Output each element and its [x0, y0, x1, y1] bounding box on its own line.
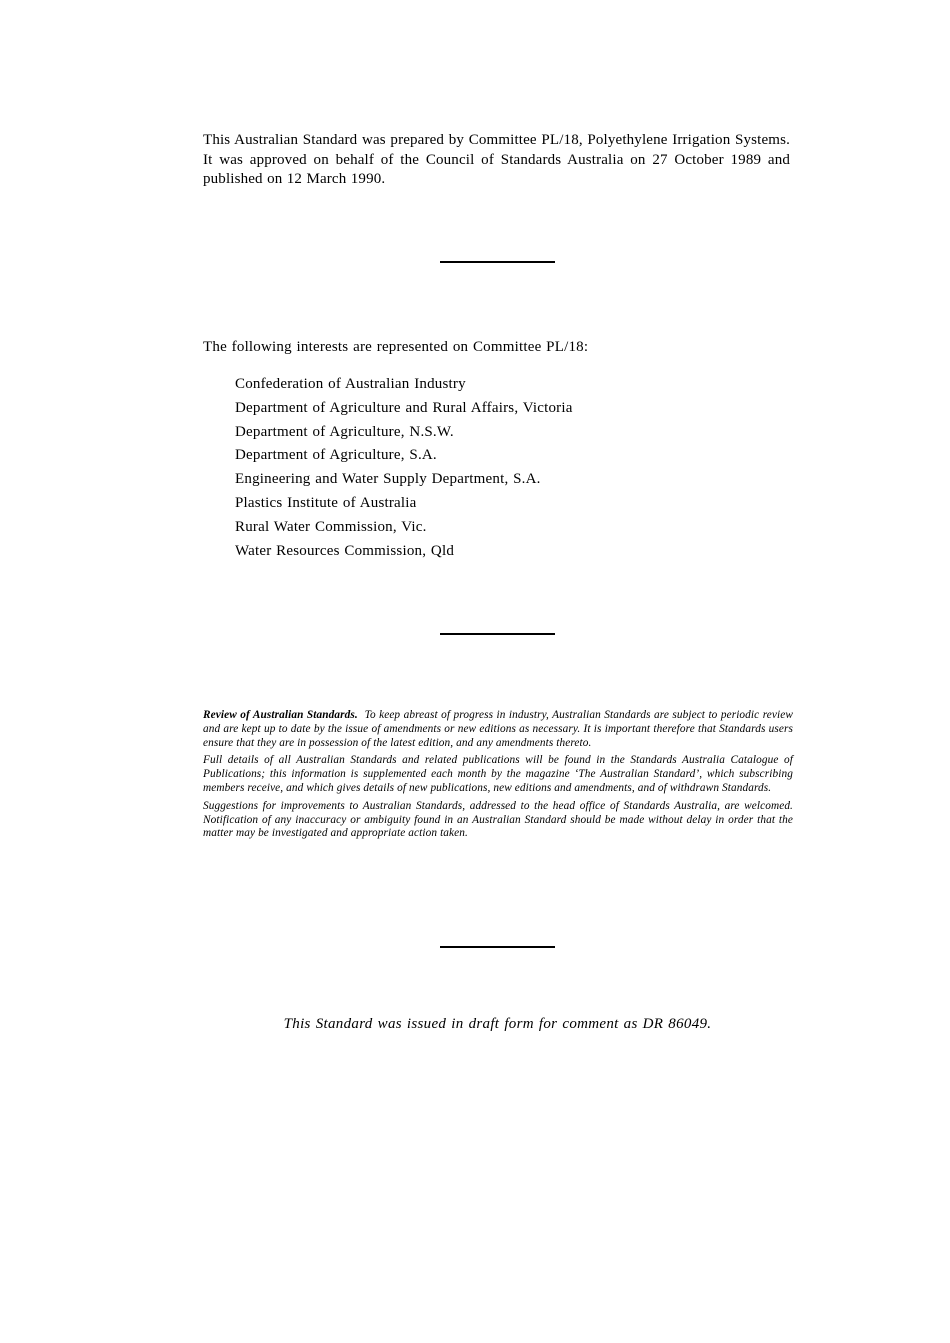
- review-notice: [203, 709, 793, 845]
- preparation-statement: This Australian Standard was prepared by Committee PL/18, Polyethylene Irrigation Systems. It was approved on behalf of the Council of Standards Australia on 27 October 1989 and published on 12 March 1990.: [203, 132, 790, 187]
- suggestions-paragraph: Suggestions for improvements to Australian Standards, addressed to the head office of Standards Australia, are welcomed. Notification of any inaccuracy or ambiguity found in an Australian Standard should be made without delay in order that the matter may be investigated and appropriate action taken.: [203, 799, 793, 840]
- review-title: Review of Australian Standards.: [203, 709, 358, 721]
- list-item: Engineering and Water Supply Department, S.A.: [235, 471, 541, 488]
- review-paragraph: [203, 709, 793, 750]
- list-item: Department of Agriculture, S.A.: [235, 447, 437, 464]
- list-item: Department of Agriculture and Rural Affairs, Victoria: [235, 399, 573, 416]
- list-item: Water Resources Commission, Qld: [235, 542, 455, 559]
- list-item: Confederation of Australian Industry: [235, 376, 466, 392]
- list-item: Rural Water Commission, Vic.: [235, 518, 427, 535]
- draft-note: This Standard was issued in draft form for comment as DR 86049.: [283, 1016, 712, 1032]
- catalogue-paragraph: Full details of all Australian Standards and related publications will be found in the Standards Australia Catalogue of Publications; this information is supplemented each month by the magazine ‘The Australian Standard’, which subscribing members receive, and which gives details of new publications, new editions and amendments, and of withdrawn Standards.: [203, 754, 793, 794]
- section-divider: [440, 633, 555, 635]
- section-divider: [440, 261, 555, 263]
- list-item: Plastics Institute of Australia: [235, 494, 417, 511]
- section-divider: [440, 946, 555, 948]
- review-text: To keep abreast of progress in industry, Australian Standards are subject to periodic review and are kept up to date by the issue of amendments or new editions as necessary. It is important therefore that Standards users ensure that they are in possession of the latest edition, and any amendments thereto.: [203, 709, 793, 749]
- interests-list: [235, 375, 573, 565]
- list-item: Department of Agriculture, N.S.W.: [235, 423, 454, 440]
- interests-heading: The following interests are represented on Committee PL/18:: [203, 339, 589, 355]
